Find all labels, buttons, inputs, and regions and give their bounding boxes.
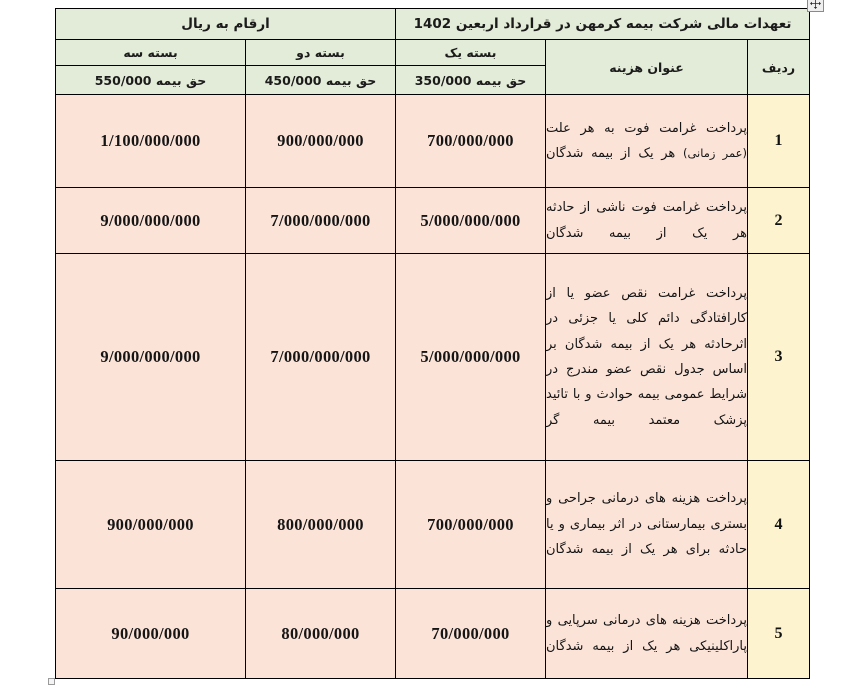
column-header-package-one-name: بسته یک	[396, 40, 546, 66]
financial-obligations-table	[55, 8, 810, 679]
amount-package-two: 80/000/000	[246, 589, 396, 679]
amount-package-three: 9/000/000/000	[55, 188, 245, 254]
row-number: 5	[748, 589, 810, 679]
amount-package-two: 900/000/000	[246, 95, 396, 188]
amount-package-three: 900/000/000	[55, 461, 245, 589]
column-header-expense-title: عنوان هزینه	[546, 40, 748, 95]
table-title-row	[55, 9, 809, 40]
column-header-row-names	[55, 40, 809, 66]
column-header-row-number: ردیف	[748, 40, 810, 95]
row-number: 2	[748, 188, 810, 254]
row-number: 1	[748, 95, 810, 188]
amount-package-one: 700/000/000	[396, 95, 546, 188]
amount-package-two: 7/000/000/000	[246, 188, 396, 254]
row-number: 3	[748, 254, 810, 461]
row-title	[546, 95, 748, 188]
amount-package-one: 70/000/000	[396, 589, 546, 679]
table-move-handle-icon[interactable]	[807, 0, 824, 12]
row-title: پرداخت هزینه های درمانی جراحی و بستری بیمارستانی در اثر بیماری و یا حادثه برای هر یک از بیمه شدگان	[546, 461, 748, 589]
column-header-package-three-premium: حق بیمه 550/000	[55, 66, 245, 95]
table-row	[55, 95, 809, 188]
amount-package-one: 5/000/000/000	[396, 188, 546, 254]
row-title: پرداخت غرامت نقص عضو یا از کارافتادگی دائم کلی یا جزئی در اثرحادثه هر یک از بیمه شدگان بر اساس جدول نقص عضو مندرج در شرایط عمومی بیمه حوادث و با تائید پزشک معتمد بیمه گر	[546, 254, 748, 461]
table-row	[55, 254, 809, 461]
amount-package-one: 5/000/000/000	[396, 254, 546, 461]
table-row	[55, 188, 809, 254]
table-row	[55, 589, 809, 679]
table-row	[55, 461, 809, 589]
amount-package-three: 1/100/000/000	[55, 95, 245, 188]
amount-package-two: 7/000/000/000	[246, 254, 396, 461]
amount-package-three: 90/000/000	[55, 589, 245, 679]
column-header-package-two-premium: حق بیمه 450/000	[246, 66, 396, 95]
table-title: تعهدات مالی شرکت بیمه کرمهن در قرارداد اربعین 1402	[396, 9, 810, 40]
row-title: پرداخت غرامت فوت ناشی از حادثه هر یک از بیمه شدگان	[546, 188, 748, 254]
amount-package-one: 700/000/000	[396, 461, 546, 589]
four-arrow-move-icon	[810, 0, 821, 9]
amount-package-two: 800/000/000	[246, 461, 396, 589]
column-header-package-three-name: بسته سه	[55, 40, 245, 66]
row-title-note: (عمر زمانی)	[682, 146, 747, 160]
row-title: پرداخت هزینه های درمانی سرپایی و پاراکلینیکی هر یک از بیمه شدگان	[546, 589, 748, 679]
row-title-part2: هر یک از بیمه شدگان	[546, 146, 676, 161]
column-header-package-two-name: بسته دو	[246, 40, 396, 66]
column-header-package-one-premium: حق بیمه 350/000	[396, 66, 546, 95]
row-title-part1: پرداخت غرامت فوت به هر علت	[546, 120, 747, 136]
amount-package-three: 9/000/000/000	[55, 254, 245, 461]
row-number: 4	[748, 461, 810, 589]
units-note: ارقام به ریال	[55, 9, 395, 40]
